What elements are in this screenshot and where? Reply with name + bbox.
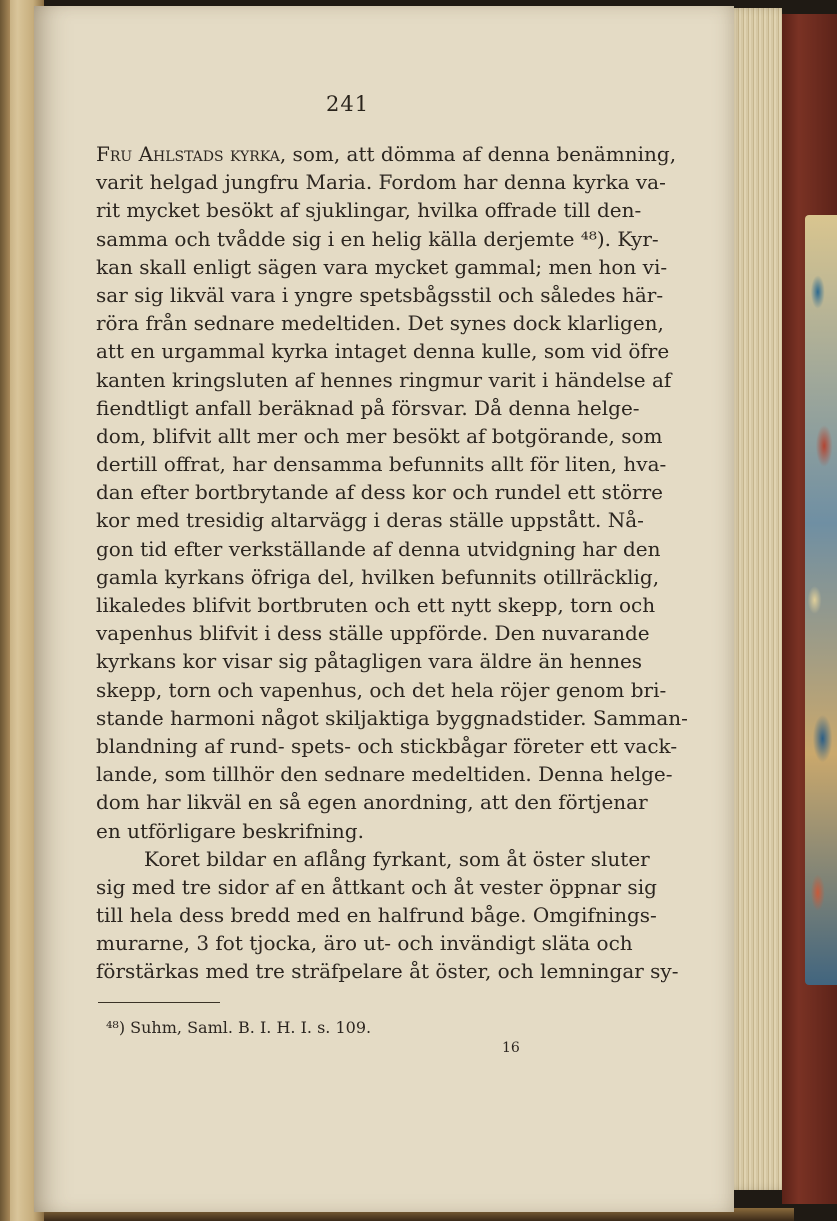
text-line-first — [96, 140, 677, 168]
text-line: att en urgammal kyrka intaget denna kulle, som vid öfre — [96, 339, 670, 364]
text-line: sar sig likväl vara i yngre spetsbågsstil och således här- — [96, 282, 664, 307]
text-line: dertill offrat, har densamma befunnits allt för liten, hva- — [96, 452, 667, 477]
cover-edge — [0, 0, 10, 1221]
body-text — [96, 140, 688, 986]
text-line: varit helgad jungfru Maria. Fordom har denna kyrka va- — [96, 170, 666, 195]
text-line: röra från sednare medeltiden. Det synes dock klarligen, — [96, 311, 664, 336]
paragraph-2-line: murarne, 3 fot tjocka, äro ut- och invändigt släta och — [96, 931, 633, 956]
text-line: kyrkans kor visar sig påtagligen vara äldre än hennes — [96, 649, 643, 674]
text-line: dan efter bortbrytande af dess kor och rundel ett större — [96, 480, 663, 505]
text-line: skepp, torn och vapenhus, och det hela röjer genom bri- — [96, 677, 667, 702]
text-line: dom har likväl en så egen anordning, att den förtjenar — [96, 790, 648, 815]
text-line: lande, som tillhör den sednare medeltiden. Denna helge- — [96, 762, 673, 787]
text-line: likaledes blifvit bortbruten och ett nytt skepp, torn och — [96, 593, 656, 617]
text-line: samma och tvådde sig i en helig källa derjemte ⁴⁸). Kyr- — [96, 226, 659, 251]
text-line: kan skall enligt sägen vara mycket gammal; men hon vi- — [96, 254, 668, 279]
paragraph-2-line: till hela dess bredd med en halfrund båge. Omgifnings- — [96, 903, 657, 928]
text-line: en utförligare beskrifning. — [96, 818, 364, 843]
text-line: rit mycket besökt af sjuklingar, hvilka offrade till den- — [96, 198, 642, 223]
page-number: 241 — [326, 92, 370, 116]
text-line: gon tid efter verkställande af denna utvidgning har den — [96, 536, 661, 561]
page-stack-edge — [726, 8, 782, 1190]
paragraph-2-line: sig med tre sidor af en åttkant och åt vester öppnar sig — [96, 874, 657, 899]
footnote: ⁴⁸) Suhm, Saml. B. I. H. I. s. 109. — [106, 1018, 372, 1037]
text-line: dom, blifvit allt mer och mer besökt af botgörande, som — [96, 423, 663, 448]
section-heading: Fru Ahlstads kyrka — [96, 142, 280, 166]
text-line: kor med tresidig altarvägg i deras ställe uppstått. Nå- — [96, 508, 644, 533]
text-line: gamla kyrkans öfriga del, hvilken befunnits otillräcklig, — [96, 564, 660, 589]
signature-mark: 16 — [502, 1040, 520, 1056]
marbled-edge — [805, 215, 837, 985]
footnote-rule — [98, 1002, 220, 1003]
first-line-rest: , som, att dömma af denna benämning, — [279, 142, 677, 166]
text-line: fiendtligt anfall beräknad på försvar. Då denna helge- — [96, 395, 640, 420]
text-line: vapenhus blifvit i dess ställe uppförde. Den nuvarande — [96, 621, 650, 646]
text-line: kanten kringsluten af hennes ringmur varit i händelse af — [96, 367, 672, 392]
text-line: stande harmoni något skiljaktiga byggnadstider. Samman- — [96, 705, 688, 730]
text-line: blandning af rund- spets- och stickbågar företer ett vack- — [96, 733, 678, 758]
paragraph-2-line: förstärkas med tre sträfpelare åt öster, och lemningar sy- — [96, 959, 679, 984]
paragraph-2-line: Koret bildar en aflång fyrkant, som åt öster sluter — [144, 846, 650, 871]
